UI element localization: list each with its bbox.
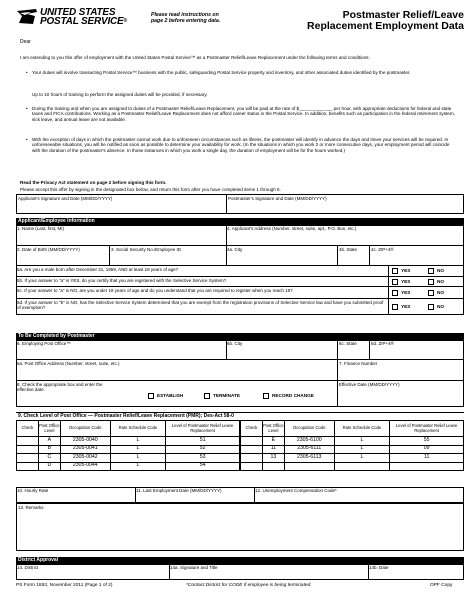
salutation: Dear <box>20 39 31 45</box>
col-level: Post Office Level <box>38 421 60 437</box>
privacy-note: Read the Privacy Act statement on page 2 before signing this form. <box>20 180 167 185</box>
unemployment-code-label: 12. Unemployment Compensation Code* <box>255 487 337 493</box>
office-level-cell <box>262 462 284 471</box>
office-level-cell: 11 <box>262 445 284 454</box>
terminate-label: TERMINATE <box>213 393 240 398</box>
level-row <box>241 454 464 463</box>
postmaster-signature-label: Postmaster's Signature and Date (MM/DD/YYYY) <box>228 195 327 201</box>
eagle-logo-icon <box>16 8 38 26</box>
letter-bullet-duties: • Your duties will involve transacting Postal Service™ business with the public, safeguarding Postal Service property and inventory, and other associated duties identified by the postmaster. <box>26 70 458 75</box>
letter-bullet-pay: • During the training and when you are assigned to duties of a Postmaster Relief/Leave Replacement, you will be paid at the rate of $_____________ per hour, with appropriate deductions for federal and state taxes and FICA contributions. Working as a Postmaster Relief/Leave Replacement does not afford career status in the Postal Service. In addition, benefits such as participation in the federal retirement system, sick leave, and annual leave are not available. <box>26 106 458 122</box>
org-name-line1: UNITED STATES <box>40 7 116 18</box>
finance-number-field[interactable] <box>338 360 464 381</box>
effective-date-label: Effective Date (MM/DD/YYYY) <box>339 381 400 387</box>
rate-schedule-cell <box>334 462 390 471</box>
no-checkbox-5c[interactable] <box>428 290 434 296</box>
establish-checkbox[interactable] <box>148 393 154 399</box>
hourly-rate-label: 10. Hourly Rate <box>17 487 49 493</box>
rate-schedule-cell: L <box>334 454 390 463</box>
approval-date-label: 14b. Date <box>369 564 389 570</box>
zip-field[interactable] <box>370 246 464 266</box>
answer-5c <box>388 287 464 299</box>
state-field[interactable] <box>338 246 370 266</box>
form-title <box>307 10 464 32</box>
applicant-section-heading: Applicant/Employee Information <box>16 218 464 225</box>
employing-office-field[interactable] <box>16 340 227 360</box>
pmr-level-cell: 52 <box>166 445 240 454</box>
instructions-note: Please read instructions on page 2 before entering data. <box>151 12 221 24</box>
office-level-cell: E <box>262 437 284 446</box>
level-check-cell[interactable] <box>17 445 39 454</box>
district-approval-heading: District Approval <box>16 557 464 564</box>
office-level-cell: D <box>38 462 60 471</box>
rate-schedule-cell: L <box>334 437 390 446</box>
rate-schedule-cell: L <box>334 445 390 454</box>
no-checkbox-5d[interactable] <box>428 304 434 310</box>
answer-5a <box>388 266 464 277</box>
level-section-heading: 9. Check Level of Post Office — Postmaster Relief/Leave Replacement (PMR); Des-Act 58-0 <box>16 412 464 419</box>
level-check-cell[interactable] <box>241 437 263 446</box>
postmaster-section-heading: To Be Completed by Postmaster <box>16 333 464 340</box>
pmr-level-cell: 53 <box>166 454 240 463</box>
last-employment-date-field[interactable] <box>135 487 255 503</box>
approval-signature-field[interactable] <box>169 564 369 580</box>
remarks-field[interactable] <box>16 503 464 551</box>
yes-label-5a: YES <box>401 268 411 273</box>
office-level-cell: B <box>38 445 60 454</box>
office-state-label: 6c. State <box>339 340 357 346</box>
level-row <box>241 445 464 454</box>
question-5c <box>16 287 389 299</box>
level-check-cell[interactable] <box>241 445 263 454</box>
yes-checkbox-5c[interactable] <box>392 290 398 296</box>
occupation-code-cell: 2305-6113 <box>284 454 334 463</box>
no-checkbox-5b[interactable] <box>428 279 434 285</box>
office-address-label: 6a. Post Office Address (Number, street, suite, etc.) <box>17 360 120 366</box>
level-row <box>241 462 464 471</box>
yes-label-5d: YES <box>401 304 411 309</box>
office-city-field[interactable] <box>226 340 338 360</box>
yes-checkbox-5a[interactable] <box>392 268 398 274</box>
form-title-line1: Postmaster Relief/Leave <box>342 9 464 21</box>
col-rate: Rate Schedule Code <box>334 421 390 437</box>
office-address-field[interactable] <box>16 360 338 381</box>
question-5a <box>16 266 389 277</box>
level-table-left <box>16 420 240 471</box>
occupation-code-cell: 2305-0042 <box>60 454 110 463</box>
level-table-right <box>240 420 464 471</box>
action-label: 8. Check the appropriate box and enter the effective date. <box>17 381 103 392</box>
pmr-level-cell: 51 <box>166 437 240 446</box>
district-field[interactable] <box>16 564 170 580</box>
yes-label-5b: YES <box>401 279 411 284</box>
yes-label-5c: YES <box>401 290 411 295</box>
remarks-label: 13. Remarks <box>18 504 44 510</box>
office-city-label: 6b. City <box>227 340 243 346</box>
applicant-signature-label: Applicant's Signature and Date (MM/DD/YYYY) <box>18 195 113 201</box>
rate-schedule-cell: L <box>110 462 166 471</box>
form-number: PS Form 1653, November 2011 (Page 1 of 2) <box>16 583 113 588</box>
level-check-cell[interactable] <box>17 454 39 463</box>
col-pmr: Level of Postmaster Relief Leave Replacement <box>166 421 240 437</box>
approval-signature-label: 14a. Signature and Title <box>170 564 218 570</box>
office-zip-field[interactable] <box>370 340 464 360</box>
office-level-cell: C <box>38 454 60 463</box>
level-row <box>241 437 464 446</box>
yes-checkbox-5d[interactable] <box>392 304 398 310</box>
occupation-code-cell: 2305-0044 <box>60 462 110 471</box>
letter-training-note: Up to 10 hours of training to perform the assigned duties will be provided, if necessary. <box>32 92 208 97</box>
accept-note: Please accept this offer by signing in the designated box below, and return this form after you have completed items 1 through 5. <box>20 187 281 192</box>
pmr-level-cell: 11 <box>390 454 464 463</box>
occupation-code-cell <box>284 462 334 471</box>
copy-label: OPF Copy <box>430 583 453 588</box>
letter-bullet-schedule: • With the exception of days in which the postmaster cannot work due to unforeseen circumstances such as illness, the postmaster will identify in advance the days and times your services will be required. In unforeseeable situations, you will be notified as soon as possible to determine your availability for work. (In the situations in which you work 2 or more consecutive days, your employment period will coincide with the duration of the postmaster's absence. In those instances in which you work a single day, the duration of employment will be for the hours worked.) <box>26 137 458 153</box>
ssn-label: 3. Social Security No./Employee ID <box>111 246 182 252</box>
rate-schedule-cell: L <box>110 437 166 446</box>
zip-label: 4c. ZIP+4® <box>371 246 394 252</box>
occupation-code-cell: 2305-0040 <box>60 437 110 446</box>
finance-number-label: 7. Finance Number <box>339 360 378 366</box>
level-check-cell[interactable] <box>17 437 39 446</box>
form-title-line2: Replacement Employment Data <box>307 20 464 32</box>
no-label-5c: NO <box>437 290 445 295</box>
effective-date-field[interactable] <box>338 381 464 407</box>
office-level-cell: 13 <box>262 454 284 463</box>
answer-5d <box>388 299 464 315</box>
pmr-level-cell: 09 <box>390 445 464 454</box>
no-label-5a: NO <box>437 268 445 273</box>
name-field[interactable] <box>16 225 227 246</box>
question-5a-text: 5a. Are you a male born after December 31, 1959, AND at least 18 years of age? <box>17 266 179 272</box>
no-checkbox-5a[interactable] <box>428 268 434 274</box>
last-employment-date-label: 11. Last Employment Date (MM/DD/YYYY) <box>136 487 222 493</box>
yes-checkbox-5b[interactable] <box>392 279 398 285</box>
postmaster-signature-field[interactable] <box>226 194 464 214</box>
city-label: 4a. City <box>227 246 243 252</box>
level-row <box>17 437 240 446</box>
rate-schedule-cell: L <box>110 454 166 463</box>
office-zip-label: 6d. ZIP+4® <box>371 340 394 346</box>
pmr-level-cell: 54 <box>166 462 240 471</box>
office-level-cell: A <box>38 437 60 446</box>
no-label-5b: NO <box>437 279 445 284</box>
establish-label: ESTABLISH <box>157 393 184 398</box>
dob-field[interactable] <box>16 246 110 266</box>
approval-date-field[interactable] <box>368 564 464 580</box>
level-check-cell[interactable] <box>241 454 263 463</box>
office-state-field[interactable] <box>338 340 370 360</box>
city-field[interactable] <box>226 246 338 266</box>
question-5d <box>16 299 389 315</box>
level-check-cell[interactable] <box>17 462 39 471</box>
col-occupation: Occupation Code <box>284 421 334 437</box>
rate-schedule-cell: L <box>110 445 166 454</box>
unemployment-code-field[interactable] <box>254 487 464 503</box>
question-5d-text: 5d. If your answer to "b" is NO, has the Selective Service System determined that you are exempt from the registration provisions of Selective Service law and have you submitted proof of exemption? <box>17 299 384 310</box>
question-5b <box>16 277 389 287</box>
occupation-code-cell: 2305-6100 <box>284 437 334 446</box>
pmr-level-cell: 55 <box>390 437 464 446</box>
ssn-field[interactable] <box>110 246 227 266</box>
org-registered-mark: ® <box>123 18 127 24</box>
no-label-5d: NO <box>437 304 445 309</box>
applicant-signature-field[interactable] <box>16 194 227 214</box>
col-pmr: Level of Postmaster Relief Leave Replacement <box>390 421 464 437</box>
employing-office-label: 6. Employing Post Office™ <box>17 340 71 346</box>
state-label: 4b. State <box>339 246 358 252</box>
termination-note: *Contact District for CODE if employee is being terminated. <box>186 583 312 588</box>
dob-label: 2. Date of Birth (MM/DD/YYYY) <box>17 246 80 252</box>
question-5c-text: 5c. If your answer to "a" is NO, are you under 18 years of age and do you understand that you are required to register when you reach 18? <box>17 287 293 293</box>
terminate-checkbox[interactable] <box>204 393 210 399</box>
col-check: Check <box>241 421 263 437</box>
record-change-checkbox[interactable] <box>263 393 269 399</box>
answer-5b <box>388 277 464 287</box>
org-name-line2: POSTAL SERVICE <box>40 16 124 27</box>
org-name <box>40 8 127 26</box>
letter-intro: I am extending to you this offer of employment with the United States Postal Service™ as a Postmaster Relief/Leave Replacement under the following terms and conditions: <box>20 55 370 60</box>
address-field[interactable] <box>226 225 464 246</box>
level-row <box>17 454 240 463</box>
address-label: 4. Applicant's Address (Number, street, suite, apt., P.O. Box, etc.) <box>227 225 357 231</box>
col-check: Check <box>17 421 39 437</box>
col-occupation: Occupation Code <box>60 421 110 437</box>
pmr-level-cell <box>390 462 464 471</box>
question-5b-text: 5b. If your answer to "a" is YES, do you certify that you are registered with the Selective Service System? <box>17 277 227 283</box>
col-level: Post Office Level <box>262 421 284 437</box>
level-check-cell[interactable] <box>241 462 263 471</box>
district-label: 14. District <box>17 564 39 570</box>
occupation-code-cell: 2305-6111 <box>284 445 334 454</box>
form-header <box>16 8 464 42</box>
hourly-rate-field[interactable] <box>16 487 136 503</box>
record-change-label: RECORD CHANGE <box>272 393 314 398</box>
col-rate: Rate Schedule Code <box>110 421 166 437</box>
name-label: 1. Name (Last, first, MI) <box>17 225 65 231</box>
occupation-code-cell: 2305-0041 <box>60 445 110 454</box>
level-row <box>17 445 240 454</box>
level-row <box>17 462 240 471</box>
